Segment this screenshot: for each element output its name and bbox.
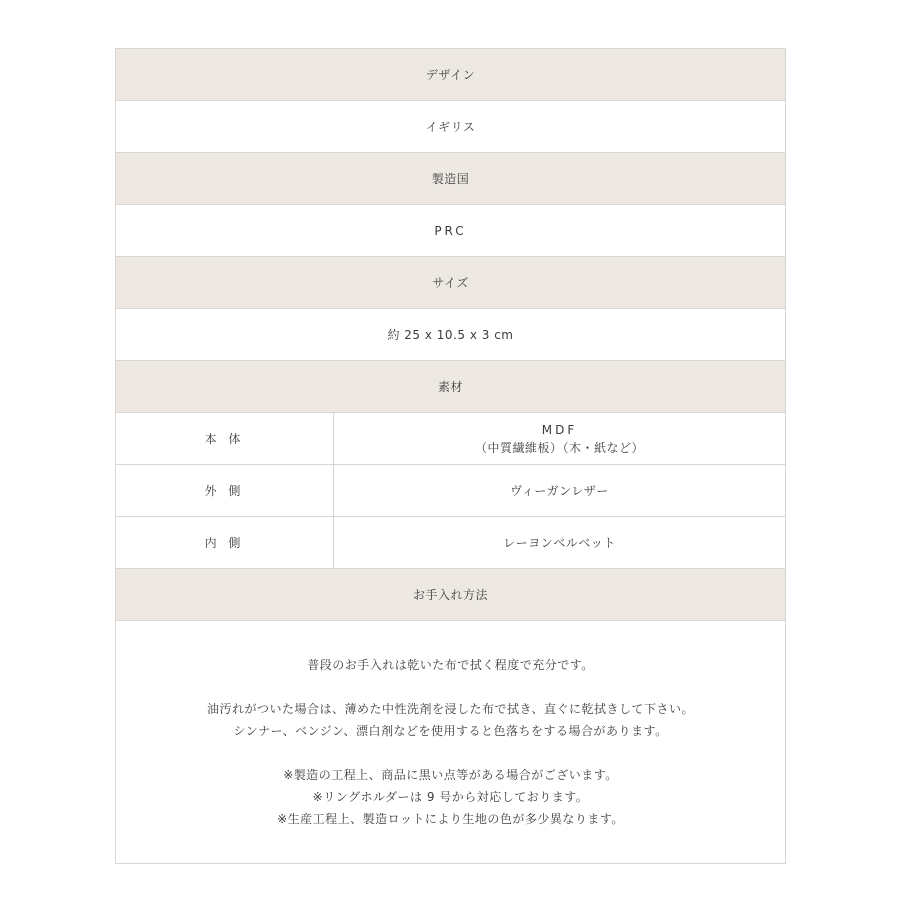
size-row xyxy=(116,309,785,361)
care-text: シンナー、ベンジン、漂白剤などを使用すると色落ちをする場合があります。 xyxy=(233,724,668,738)
material-key: 本 体 xyxy=(116,413,334,464)
origin-row xyxy=(116,205,785,257)
material-value-line: レーヨンベルベット xyxy=(503,535,616,550)
care-text: 油汚れがついた場合は、薄めた中性洗剤を浸した布で拭き、直ぐに乾拭きして下さい。 xyxy=(206,702,695,716)
spec-table xyxy=(115,48,786,864)
size-label: サイズ xyxy=(432,276,469,290)
origin-value: PRC xyxy=(434,223,467,238)
material-key: 内 側 xyxy=(116,517,334,568)
material-value xyxy=(334,465,785,516)
material-value xyxy=(334,517,785,568)
material-value-line: ヴィーガンレザー xyxy=(510,483,609,498)
material-header xyxy=(116,361,785,413)
size-header xyxy=(116,257,785,309)
care-header xyxy=(116,569,785,621)
material-key: 外 側 xyxy=(116,465,334,516)
material-row-inner xyxy=(116,517,785,569)
care-note: ※リングホルダーは 9 号から対応しております。 xyxy=(312,790,589,804)
material-label: 素材 xyxy=(437,380,463,394)
size-value: 約 25 x 10.5 x 3 cm xyxy=(387,328,514,342)
design-header xyxy=(116,49,785,101)
design-value: イギリス xyxy=(425,120,476,134)
material-value xyxy=(334,413,785,464)
care-body xyxy=(116,621,785,863)
care-note: ※製造の工程上、商品に黒い点等がある場合がございます。 xyxy=(283,768,618,782)
care-note: ※生産工程上、製造ロットにより生地の色が多少異なります。 xyxy=(277,812,624,826)
material-value-line: （中質繊維板）（木・紙など） xyxy=(474,440,644,455)
care-label: お手入れ方法 xyxy=(412,588,488,602)
material-row-outer xyxy=(116,465,785,517)
care-text: 普段のお手入れは乾いた布で拭く程度で充分です。 xyxy=(307,658,594,672)
design-label: デザイン xyxy=(425,68,476,82)
origin-label: 製造国 xyxy=(431,172,470,186)
origin-header xyxy=(116,153,785,205)
material-row-body xyxy=(116,413,785,465)
material-value-line: MDF xyxy=(541,422,578,437)
design-row xyxy=(116,101,785,153)
